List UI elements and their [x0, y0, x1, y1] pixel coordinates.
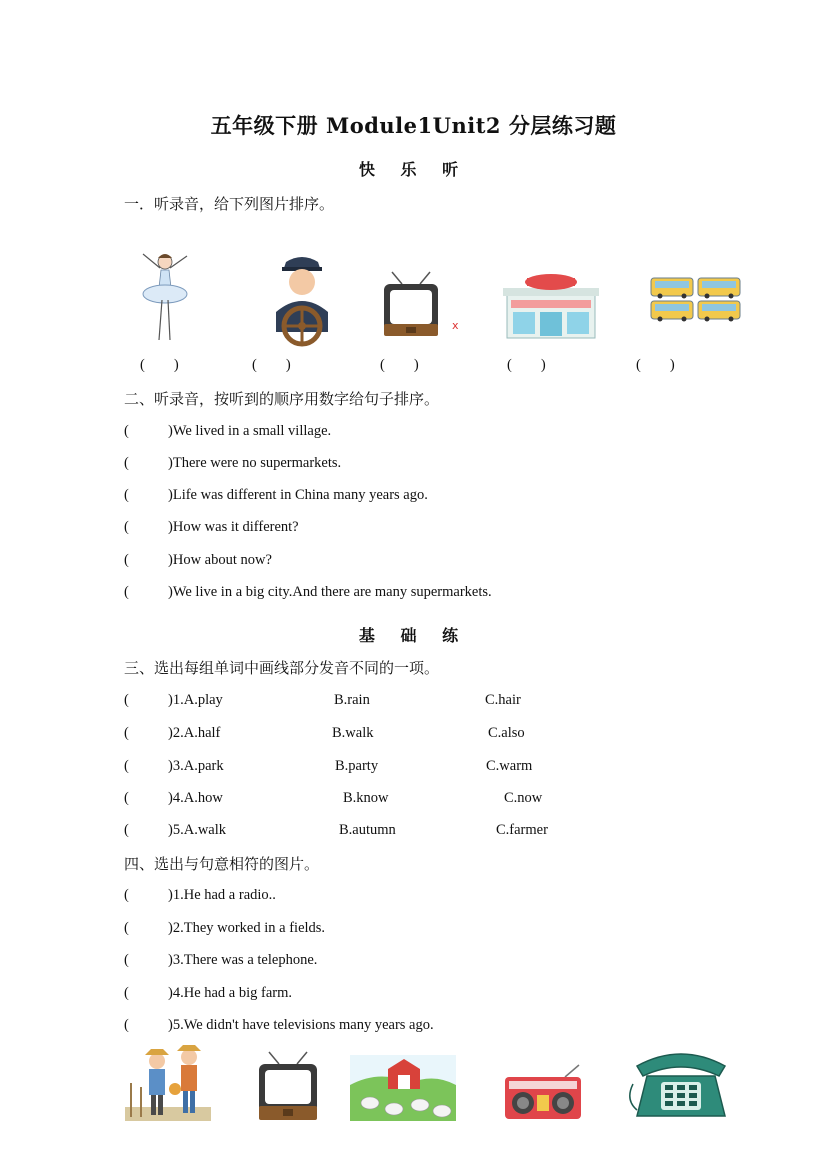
q4-line-2-paren[interactable]: ) — [168, 920, 173, 936]
q4-line-3-paren[interactable]: ) — [168, 952, 173, 968]
q3-row-5-c: C.farmer — [496, 822, 548, 838]
q3-row-4-a: 4.A.how — [172, 790, 223, 806]
q3-row-1: ( )1.A.play — [124, 692, 223, 708]
q4-line-3: ( )3.There was a telephone. — [124, 952, 318, 968]
q1-blank-3[interactable]: ( ) — [380, 357, 419, 373]
q3-row-3-c: C.warm — [486, 758, 533, 774]
q2-line-3-paren[interactable]: ) — [168, 487, 173, 503]
q3-row-2: ( )2.A.half — [124, 725, 221, 741]
q2-line-5-paren[interactable]: ) — [168, 552, 173, 568]
q4-sentence-3: 3.There was a telephone. — [172, 952, 318, 968]
q4-instruction: 四、选出与句意相符的图片。 — [124, 855, 320, 873]
q2-line-4-paren[interactable]: ) — [168, 519, 173, 535]
q3-row-3-paren[interactable]: ) — [168, 758, 173, 774]
q2-line-1-paren[interactable]: ) — [168, 423, 173, 439]
q2-sentence-4: How was it different? — [172, 519, 299, 535]
q3-row-4-paren[interactable]: ) — [168, 790, 173, 806]
driver-picture — [266, 252, 338, 347]
q4-line-5: ( )5.We didn't have televisions many years ago. — [124, 1017, 434, 1033]
q3-row-1-a: 1.A.play — [172, 692, 223, 708]
q4-sentence-4: 4.He had a big farm. — [172, 985, 293, 1001]
q4-sentence-1: 1.He had a radio.. — [172, 887, 276, 903]
q2-line-1: ( )We lived in a small village. — [124, 423, 332, 439]
q2-line-2: ( )There were no supermarkets. — [124, 455, 342, 471]
q1-blank-2[interactable]: ( ) — [252, 357, 291, 373]
q2-line-3: ( )Life was different in China many years ago. — [124, 487, 428, 503]
q2-sentence-1: We lived in a small village. — [172, 423, 332, 439]
q4-line-4: ( )4.He had a big farm. — [124, 985, 293, 1001]
telephone-picture — [625, 1044, 737, 1120]
q3-row-3-b: B.party — [335, 758, 379, 774]
q3-instruction: 三、选出每组单词中画线部分发音不同的一项。 — [124, 659, 440, 677]
q3-row-4-c: C.now — [504, 790, 543, 806]
q1-blank-5[interactable]: ( ) — [636, 357, 675, 373]
q3-row-5-a: 5.A.walk — [172, 822, 227, 838]
q1-instruction: 一．听录音，给下列图片排序。 — [124, 195, 335, 213]
television-picture — [380, 270, 442, 342]
ballerina-picture — [135, 250, 205, 345]
q4-sentence-5: 5.We didn't have televisions many years ago. — [172, 1017, 434, 1033]
q2-sentence-6: We live in a big city.And there are many supermarkets. — [172, 584, 492, 600]
q3-row-1-b: B.rain — [334, 692, 370, 708]
q3-row-3: ( )3.A.park — [124, 758, 224, 774]
q3-row-1-paren[interactable]: ) — [168, 692, 173, 708]
radio-picture — [503, 1065, 583, 1121]
q1-blank-1[interactable]: ( ) — [140, 357, 179, 373]
q3-row-5-paren[interactable]: ) — [168, 822, 173, 838]
q3-row-4-b: B.know — [343, 790, 389, 806]
buses-picture — [650, 276, 742, 322]
q4-line-2: ( )2.They worked in a fields. — [124, 920, 326, 936]
section-heading-listen: 快 乐 听 — [358, 160, 469, 179]
stray-mark: x — [452, 319, 459, 332]
television-picture-2 — [255, 1050, 321, 1124]
q2-line-5: ( )How about now? — [124, 552, 272, 568]
q2-sentence-2: There were no supermarkets. — [172, 455, 342, 471]
section-heading-basic: 基 础 练 — [358, 626, 469, 645]
q3-row-2-paren[interactable]: ) — [168, 725, 173, 741]
q3-row-5: ( )5.A.walk — [124, 822, 227, 838]
q2-sentence-5: How about now? — [172, 552, 272, 568]
q3-row-1-c: C.hair — [485, 692, 521, 708]
q2-sentence-3: Life was different in China many years ago. — [172, 487, 428, 503]
q2-line-6: ( )We live in a big city.And there are many supermarkets. — [124, 584, 492, 600]
q2-line-4: ( )How was it different? — [124, 519, 299, 535]
q3-row-5-b: B.autumn — [339, 822, 396, 838]
q4-line-1: ( )1.He had a radio.. — [124, 887, 276, 903]
q3-row-2-c: C.also — [488, 725, 525, 741]
supermarket-picture — [503, 270, 599, 342]
q4-line-1-paren[interactable]: ) — [168, 887, 173, 903]
q3-row-2-a: 2.A.half — [172, 725, 221, 741]
q3-row-4: ( )4.A.how — [124, 790, 223, 806]
farm-picture — [350, 1055, 456, 1121]
q3-row-2-b: B.walk — [332, 725, 374, 741]
q4-line-4-paren[interactable]: ) — [168, 985, 173, 1001]
q1-blank-4[interactable]: ( ) — [507, 357, 546, 373]
q2-line-2-paren[interactable]: ) — [168, 455, 173, 471]
q2-instruction: 二、听录音，按听到的顺序用数字给句子排序。 — [124, 390, 440, 408]
page-title: 五年级下册 Module1Unit2 分层练习题 — [210, 113, 617, 138]
q4-line-5-paren[interactable]: ) — [168, 1017, 173, 1033]
q2-line-6-paren[interactable]: ) — [168, 584, 173, 600]
farmers-picture — [125, 1043, 211, 1121]
q3-row-3-a: 3.A.park — [172, 758, 224, 774]
q4-sentence-2: 2.They worked in a fields. — [172, 920, 326, 936]
